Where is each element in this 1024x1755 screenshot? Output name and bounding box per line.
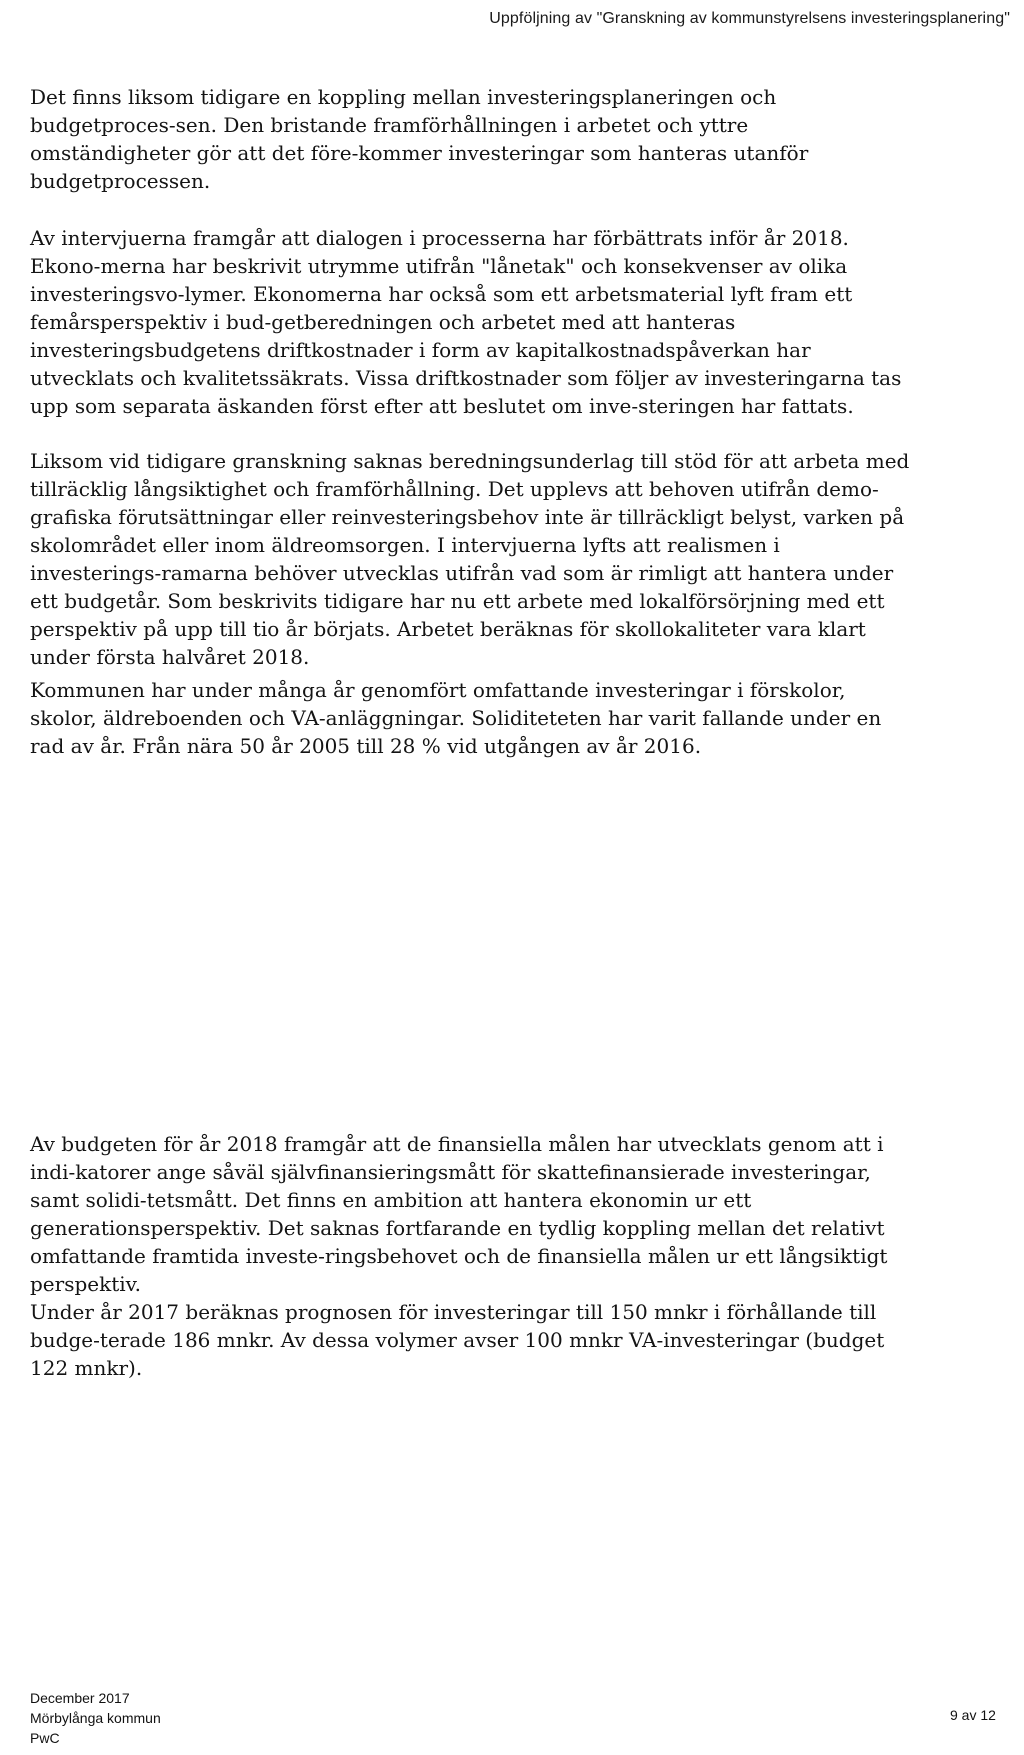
footer-organization: Mörbylånga kommun [30,1710,161,1726]
body-paragraph: Av budgeten för år 2018 framgår att de finansiella målen har utvecklats genom att i indi-katorer ange såväl självfinansieringsmått för skattefinansierade investeringar, samt solidi-tetsmått. Det finns en ambition att hantera ekonomin ur ett generationsperspektiv. Det saknas fortfarande en tydlig koppling mellan det relativt omfattande framtida investe-ringsbehovet och de finansiella målen ur ett långsiktigt perspektiv. [30,1132,888,1296]
footer-date: December 2017 [30,1690,130,1706]
body-paragraph: Det finns liksom tidigare en koppling mellan investeringsplaneringen och budgetproces-sen. Den bristande framförhållningen i arbetet och yttre omständigheter gör att det före-kommer investeringar som hanteras utanför budgetprocessen. [30,85,809,193]
page-footer [30,1688,161,1748]
body-paragraph: Liksom vid tidigare granskning saknas beredningsunderlag till stöd för att arbeta med tillräcklig långsiktighet och framförhållning. Det upplevs att behoven utifrån demo-grafiska förutsättningar eller reinvesteringsbehov inte är tillräckligt belyst, varken på skolområdet eller inom äldreomsorgen. I intervjuerna lyfts att realismen i investerings-ramarna behöver utvecklas utifrån vad som är rimligt att hantera under ett budgetår. Som beskrivits tidigare har nu ett arbete med lokalförsörjning med ett perspektiv på upp till tio år börjats. Arbetet beräknas för skollokaliteter vara klart under första halvåret 2018. [30,449,910,669]
page-number: 9 av 12 [950,1707,996,1723]
body-paragraph: Av intervjuerna framgår att dialogen i processerna har förbättrats inför år 2018. Ekono-merna har beskrivit utrymme utifrån "lånetak" och konsekvenser av olika investeringsvo-lymer. Ekonomerna har också som ett arbetsmaterial lyft fram ett femårsperspektiv i bud-getberedningen och arbetet med att hanteras investeringsbudgetens driftkostnader i form av kapitalkostnadspåverkan har utvecklats och kvalitetssäkrats. Vissa driftkostnader som följer av investeringarna tas upp som separata äskanden först efter att beslutet om inve-steringen har fattats. [30,226,902,418]
body-paragraph: Under år 2017 beräknas prognosen för investeringar till 150 mnkr i förhållande till budge-terade 186 mnkr. Av dessa volymer avser 100 mnkr VA-investeringar (budget 122 mnkr). [30,1300,885,1380]
footer-author: PwC [30,1730,60,1746]
body-paragraph: Kommunen har under många år genomfört omfattande investeringar i förskolor, skolor, äldreboenden och VA-anläggningar. Soliditeteten har varit fallande under en rad av år. Från nära 50 år 2005 till 28 % vid utgången av år 2016. [30,678,882,758]
page-header-title: Uppföljning av "Granskning av kommunstyrelsens investeringsplanering" [489,10,1010,27]
